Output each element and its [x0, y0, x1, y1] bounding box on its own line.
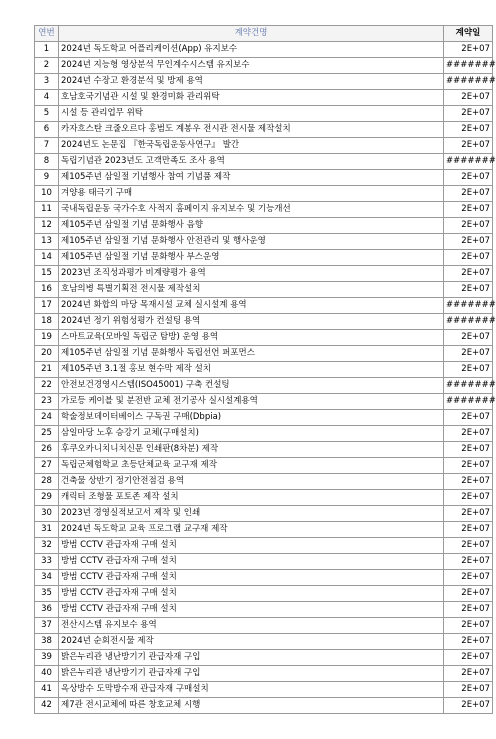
contract-date: 2E+07	[444, 330, 493, 346]
row-number: 42	[35, 698, 59, 714]
table-row	[35, 330, 493, 346]
table-row	[35, 522, 493, 538]
contract-title: 학술정보데이터베이스 구독권 구매(Dbpia)	[59, 410, 444, 426]
contract-title: 2024년 순회전시물 제작	[59, 634, 444, 650]
row-number: 23	[35, 394, 59, 410]
contract-date: 2E+07	[444, 442, 493, 458]
row-number: 1	[35, 42, 59, 58]
row-number: 28	[35, 474, 59, 490]
row-number: 30	[35, 506, 59, 522]
contract-title: 방범 CCTV 관급자재 구매 설치	[59, 554, 444, 570]
table-row	[35, 618, 493, 634]
contract-date: 2E+07	[444, 650, 493, 666]
contract-title: 겨양용 태극기 구매	[59, 186, 444, 202]
contract-date: 2E+07	[444, 554, 493, 570]
row-number: 6	[35, 122, 59, 138]
row-number: 3	[35, 74, 59, 90]
contract-title: 호남의병 특별기획전 전시물 제작설치	[59, 282, 444, 298]
row-number: 26	[35, 442, 59, 458]
contract-title: 2023년 경영실적보고서 제작 및 인쇄	[59, 506, 444, 522]
contract-title: 가로등 케이블 및 분전반 교체 전기공사 실시설계용역	[59, 394, 444, 410]
table-row	[35, 442, 493, 458]
row-number: 8	[35, 154, 59, 170]
contract-title: 방범 CCTV 관급자재 구매 설치	[59, 586, 444, 602]
contract-title: 2024년 독도학교 어플리케이션(App) 유지보수	[59, 42, 444, 58]
row-number: 24	[35, 410, 59, 426]
table-row	[35, 314, 493, 330]
row-number: 17	[35, 298, 59, 314]
row-number: 35	[35, 586, 59, 602]
table-row	[35, 634, 493, 650]
contract-date: 2E+07	[444, 538, 493, 554]
contract-date: 2E+07	[444, 506, 493, 522]
contract-date: 2E+07	[444, 490, 493, 506]
table-row	[35, 426, 493, 442]
table-row	[35, 186, 493, 202]
row-number: 14	[35, 250, 59, 266]
table-row	[35, 506, 493, 522]
contract-title: 스마트교육(모바일 독립군 탐방) 운영 용역	[59, 330, 444, 346]
contract-title: 후쿠오카니치니치신문 인쇄판(8차분) 제작	[59, 442, 444, 458]
table-row	[35, 586, 493, 602]
contract-title: 독립기념관 2023년도 고객만족도 조사 용역	[59, 154, 444, 170]
header-no: 연번	[35, 26, 59, 42]
row-number: 34	[35, 570, 59, 586]
table-row	[35, 42, 493, 58]
contract-date: #######	[444, 58, 493, 74]
table-body	[35, 42, 496, 714]
header-amount: 계약일	[444, 26, 493, 42]
contract-date: 2E+07	[444, 106, 493, 122]
row-number: 12	[35, 218, 59, 234]
contract-date: 2E+07	[444, 234, 493, 250]
table-row	[35, 682, 493, 698]
table-row	[35, 154, 493, 170]
table-row	[35, 490, 493, 506]
row-number: 38	[35, 634, 59, 650]
table-row	[35, 298, 493, 314]
contract-title: 밝은누리관 냉난방기기 관급자재 구입	[59, 650, 444, 666]
contract-title: 제105주년 삼일절 기념 문화행사 독립선언 퍼포먼스	[59, 346, 444, 362]
contract-date: 2E+07	[444, 474, 493, 490]
table-row	[35, 410, 493, 426]
contract-date: #######	[444, 394, 493, 410]
table-row	[35, 458, 493, 474]
row-number: 10	[35, 186, 59, 202]
contract-date: 2E+07	[444, 666, 493, 682]
contract-date: 2E+07	[444, 138, 493, 154]
row-number: 4	[35, 90, 59, 106]
contract-date: 2E+07	[444, 426, 493, 442]
contract-date: 2E+07	[444, 618, 493, 634]
header-title: 계약건명	[59, 26, 444, 42]
contract-title: 2024년 수장고 환경분석 및 방제 용역	[59, 74, 444, 90]
row-number: 41	[35, 682, 59, 698]
table-row	[35, 234, 493, 250]
contract-title: 안전보건경영시스템(ISO45001) 구축 컨설팅	[59, 378, 444, 394]
table-row	[35, 362, 493, 378]
contract-title: 제105주년 삼일절 기념 문화행사 음향	[59, 218, 444, 234]
row-number: 22	[35, 378, 59, 394]
row-number: 25	[35, 426, 59, 442]
row-number: 37	[35, 618, 59, 634]
row-number: 31	[35, 522, 59, 538]
contract-date: #######	[444, 298, 493, 314]
table-row	[35, 602, 493, 618]
row-number: 32	[35, 538, 59, 554]
contract-date: 2E+07	[444, 266, 493, 282]
table-row	[35, 202, 493, 218]
contract-date: 2E+07	[444, 346, 493, 362]
contract-title: 제7관 전시교체에 따른 창호교체 시행	[59, 698, 444, 714]
row-number: 36	[35, 602, 59, 618]
row-number: 2	[35, 58, 59, 74]
table-row	[35, 106, 493, 122]
table-row	[35, 378, 493, 394]
contract-title: 전산시스템 유지보수 용역	[59, 618, 444, 634]
contract-date: 2E+07	[444, 362, 493, 378]
contract-date: 2E+07	[444, 682, 493, 698]
row-number: 15	[35, 266, 59, 282]
contract-title: 캐릭터 조형물 포토존 제작 설치	[59, 490, 444, 506]
contract-date: #######	[444, 378, 493, 394]
row-number: 27	[35, 458, 59, 474]
table-row	[35, 266, 493, 282]
contract-date: 2E+07	[444, 586, 493, 602]
contract-title: 국내독립운동 국가수호 사적지 홈페이지 유지보수 및 기능개선	[59, 202, 444, 218]
table-row	[35, 346, 493, 362]
row-number: 19	[35, 330, 59, 346]
contract-title: 밝은누리관 냉난방기기 관급자재 구입	[59, 666, 444, 682]
row-number: 39	[35, 650, 59, 666]
contract-sheet	[34, 25, 496, 714]
contract-date: 2E+07	[444, 170, 493, 186]
contract-date: 2E+07	[444, 218, 493, 234]
table-row	[35, 650, 493, 666]
contract-title: 카자흐스탄 크줄오르다 홍범도 계봉우 전시관 전시물 제작설치	[59, 122, 444, 138]
table-row	[35, 538, 493, 554]
contract-date: 2E+07	[444, 602, 493, 618]
row-number: 21	[35, 362, 59, 378]
contract-date: #######	[444, 74, 493, 90]
contract-date: 2E+07	[444, 202, 493, 218]
header-row	[35, 26, 493, 42]
table-row	[35, 250, 493, 266]
contract-title: 제105주년 삼일절 기념행사 참여 기념품 제작	[59, 170, 444, 186]
row-number: 20	[35, 346, 59, 362]
contract-date: 2E+07	[444, 250, 493, 266]
row-number: 40	[35, 666, 59, 682]
contract-title: 제105주년 3.1절 홍보 현수막 제작 설치	[59, 362, 444, 378]
row-number: 16	[35, 282, 59, 298]
contract-date: 2E+07	[444, 458, 493, 474]
contract-title: 2024년 정기 위험성평가 컨설팅 용역	[59, 314, 444, 330]
contract-date: 2E+07	[444, 122, 493, 138]
table-row	[35, 170, 493, 186]
table-row	[35, 474, 493, 490]
contract-table	[34, 25, 496, 714]
contract-title: 방범 CCTV 관급자재 구매 설치	[59, 570, 444, 586]
row-number: 18	[35, 314, 59, 330]
contract-date: 2E+07	[444, 90, 493, 106]
contract-title: 2024년 화합의 마당 목재시설 교체 실시설계 용역	[59, 298, 444, 314]
table-row	[35, 698, 493, 714]
contract-date: 2E+07	[444, 634, 493, 650]
table-row	[35, 218, 493, 234]
contract-title: 옥상방수 도막방수재 관급자재 구매설치	[59, 682, 444, 698]
table-row	[35, 282, 493, 298]
contract-date: 2E+07	[444, 410, 493, 426]
contract-title: 2024년 독도학교 교육 프로그램 교구재 제작	[59, 522, 444, 538]
table-row	[35, 394, 493, 410]
contract-title: 2024년 지능형 영상분석 무인계수시스템 유지보수	[59, 58, 444, 74]
table-row	[35, 138, 493, 154]
row-number: 9	[35, 170, 59, 186]
contract-title: 건축물 상반기 정기안전점검 용역	[59, 474, 444, 490]
table-row	[35, 122, 493, 138]
contract-title: 삼일마당 노후 승강기 교체(구매설치)	[59, 426, 444, 442]
contract-title: 제105주년 삼일절 기념 문화행사 안전관리 및 행사운영	[59, 234, 444, 250]
contract-date: 2E+07	[444, 570, 493, 586]
row-number: 11	[35, 202, 59, 218]
table-row	[35, 666, 493, 682]
contract-date: 2E+07	[444, 42, 493, 58]
table-row	[35, 570, 493, 586]
contract-date: #######	[444, 314, 493, 330]
table-row	[35, 58, 493, 74]
row-number: 7	[35, 138, 59, 154]
contract-title: 호남호국기념관 시설 및 환경미화 관리위탁	[59, 90, 444, 106]
contract-title: 제105주년 삼일절 기념 문화행사 부스운영	[59, 250, 444, 266]
table-row	[35, 554, 493, 570]
contract-title: 독립군체험학교 초등단체교육 교구재 제작	[59, 458, 444, 474]
contract-title: 2024년도 논문집 『한국독립운동사연구』 발간	[59, 138, 444, 154]
contract-title: 시설 등 관리업무 위탁	[59, 106, 444, 122]
contract-date: 2E+07	[444, 522, 493, 538]
contract-date: 2E+07	[444, 186, 493, 202]
contract-title: 2023년 조직성과평가 비계량평가 용역	[59, 266, 444, 282]
contract-title: 방범 CCTV 관급자재 구매 설치	[59, 538, 444, 554]
contract-date: #######	[444, 154, 493, 170]
row-number: 29	[35, 490, 59, 506]
contract-date: 2E+07	[444, 282, 493, 298]
row-number: 33	[35, 554, 59, 570]
table-row	[35, 90, 493, 106]
contract-title: 방범 CCTV 관급자재 구매 설치	[59, 602, 444, 618]
contract-date: 2E+07	[444, 698, 493, 714]
table-row	[35, 74, 493, 90]
row-number: 13	[35, 234, 59, 250]
row-number: 5	[35, 106, 59, 122]
